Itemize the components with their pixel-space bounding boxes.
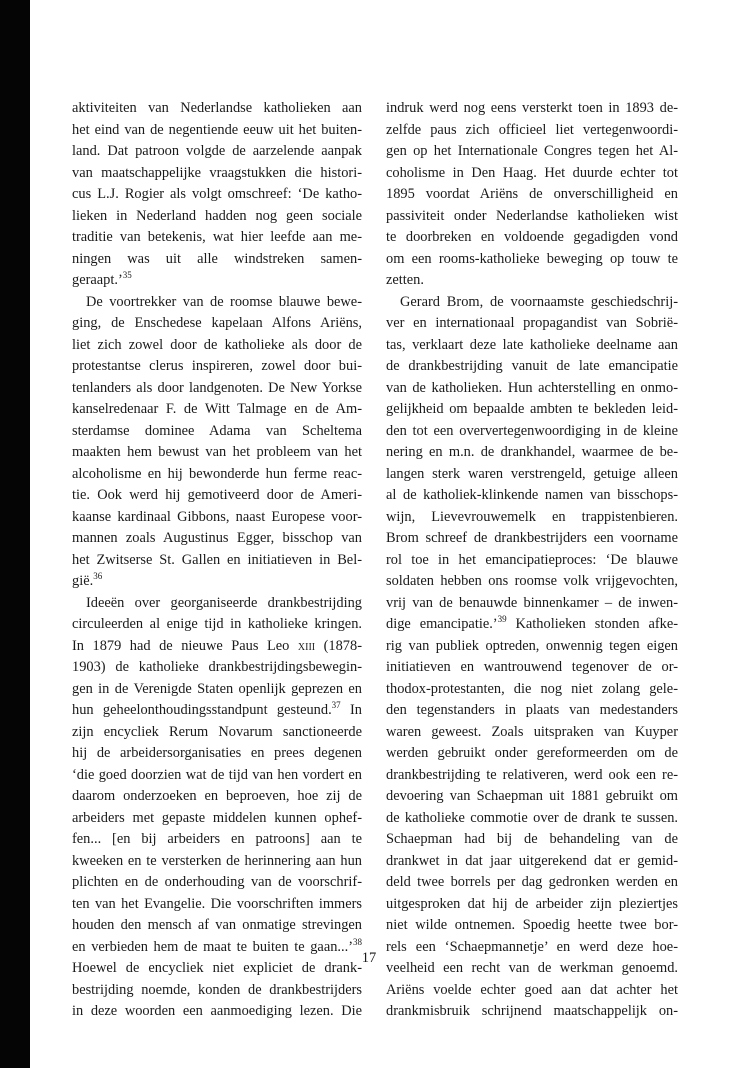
footnote-marker: 38: [353, 936, 362, 947]
text-line: [72, 851, 362, 873]
text-line: [72, 335, 362, 357]
line-text: al de katholiek-klinkende namen van bisschops-: [386, 487, 678, 503]
text-line: [72, 464, 362, 486]
text-line: [386, 313, 678, 335]
text-line: [72, 550, 362, 572]
text-line: [386, 378, 678, 400]
line-text: ver en internationaal propagandist van Sobrië-: [386, 315, 678, 331]
line-text: dige emancipatie.’: [386, 616, 498, 632]
line-text: rels een ‘Schaepmannetje’ en werd deze hoe-: [386, 938, 678, 955]
text-line: [386, 980, 678, 1002]
text-line: [72, 399, 362, 421]
text-line: [72, 378, 362, 400]
footnote-marker: 35: [122, 270, 132, 280]
text-line: [72, 765, 362, 787]
text-line: [386, 442, 678, 464]
line-text: kweeken en te versterken de herinnering aan hun: [72, 852, 362, 869]
footnote-marker: 37: [331, 700, 341, 710]
line-text: veelheid een recht van de werkman genoemd.: [386, 960, 678, 976]
line-text: ten van het Evangelie. Die voorschriften immers: [72, 895, 362, 912]
text-line: [386, 507, 678, 529]
line-text: sterdamse dominee Adama van Scheltema: [72, 422, 362, 439]
line-text: in deze woorden een aanmoediging lezen. Die: [72, 1003, 362, 1019]
line-text: langen sterk waren verstrengeld, getuige alleen: [386, 465, 678, 482]
text-line: [386, 98, 678, 120]
text-line: [72, 894, 362, 916]
line-text: coholisme in Den Haag. Het duurde echter tot: [386, 164, 678, 181]
line-text: land. Dat patroon volgde de aarzelende aanpak: [72, 143, 362, 159]
line-text: ‘die goed doorzien wat de tijd van hen vordert en: [72, 766, 362, 783]
line-text: mannen zoals Augustinus Egger, bisschop van: [72, 530, 362, 546]
text-line: [72, 98, 362, 120]
line-text: Hoewel de encycliek niet expliciet de drank-: [72, 960, 362, 976]
line-text: houden den mensch af van onmatige strevingen: [72, 917, 362, 933]
line-text: waren geweest. Zoals uitspraken van Kuyper: [386, 723, 678, 740]
text-line: [386, 120, 678, 142]
line-text-continued: Katholieken stonden afke-: [506, 616, 679, 632]
text-line: [386, 894, 678, 916]
line-text: zelfde paus zich officieel liet vertegenwoordi-: [386, 121, 678, 138]
text-line: [72, 872, 362, 894]
text-line: [72, 915, 362, 937]
line-text: nering en m.n. de drankhandel, waarmee de be-: [386, 444, 678, 460]
line-text: ningen was uit alle windstreken samen-: [72, 250, 362, 267]
line-text: tas, verklaart deze late katholieke deelname aan: [386, 336, 678, 353]
text-line: [386, 184, 678, 206]
line-text: tie. Ook werd hij gemotiveerd door de Ameri-: [72, 487, 362, 503]
line-text: werden gebruikt onder gereformeerden om de: [386, 745, 678, 761]
text-line: [386, 915, 678, 937]
line-text: de drankbestrijding vanuit de late emancipatie: [386, 358, 678, 374]
text-line: [386, 786, 678, 808]
line-text: het Zwitserse St. Gallen en initiatieven in Bel-: [72, 551, 362, 568]
line-text: wijn, Lievevrouwemelk en trappistenbieren.: [386, 508, 678, 525]
roman-numeral: xiii: [297, 637, 316, 654]
text-line: [72, 184, 362, 206]
line-text: protestantse clerus inspireren, zowel door bui-: [72, 358, 362, 374]
text-line: [72, 808, 362, 830]
text-line: [386, 679, 678, 701]
text-line: [72, 614, 362, 636]
line-text: gen in de Verenigde Staten openlijk geprezen en: [72, 680, 362, 697]
line-text: gen op het Internationale Congres tegen het Al-: [386, 143, 678, 159]
line-text: kaanse kardinaal Gibbons, naast Europese voor-: [72, 508, 362, 525]
text-line: [72, 507, 362, 529]
line-text: hun geheelonthoudingsstandpunt gesteund.: [72, 702, 332, 718]
line-text: soldaten hebben ons roomse volk vrijgevochten,: [386, 573, 678, 589]
text-line: [72, 743, 362, 765]
line-text: te doorbreken en voldoende gegadigden vond: [386, 229, 678, 245]
line-text: arbeiders met gepaste middelen kunnen ophef-: [72, 809, 362, 826]
text-line: [72, 700, 362, 722]
line-text: uitgesproken dat hij de arbeider zijn pleziertjes: [386, 895, 678, 912]
text-line: [386, 421, 678, 443]
text-line: [386, 356, 678, 378]
line-text: plichten en de onderhouding van de voorschrif-: [72, 874, 362, 890]
text-line: [72, 636, 362, 658]
text-line: [386, 227, 678, 249]
text-line: [386, 808, 678, 830]
line-text: daarom onderzoeken en beproeven, hoe zij de: [72, 788, 362, 804]
text-line: [386, 249, 678, 271]
line-text-continued: (1878-: [315, 637, 362, 654]
line-text: en verbieden hem de maat te buiten te gaan...’: [72, 938, 353, 955]
text-line: [72, 442, 362, 464]
line-text: Schaepman had bij de behandeling van de: [386, 831, 678, 847]
text-line: [386, 765, 678, 787]
line-text: vrij van de benauwde binnenkamer – de inwen-: [386, 594, 678, 611]
line-text: drankwet in dat jaar uitgerekend dat er gemid-: [386, 852, 678, 869]
line-text: tenlanders als door landgenoten. De New Yorkse: [72, 379, 362, 396]
text-line: [386, 399, 678, 421]
line-text: Brom schreef de drankbestrijders een voorname: [386, 530, 678, 546]
line-text: lieken in Nederland hadden nog geen sociale: [72, 207, 362, 224]
text-line: [386, 464, 678, 486]
text-line: [72, 292, 362, 314]
text-line: [72, 571, 362, 593]
text-line: [72, 485, 362, 507]
text-line: [386, 722, 678, 744]
text-line: [386, 292, 678, 314]
text-line: [72, 657, 362, 679]
text-line: [72, 120, 362, 142]
line-text: circuleerden al enige tijd in katholieke kringen.: [72, 616, 362, 632]
line-text: indruk werd nog eens versterkt toen in 1893 de-: [386, 100, 678, 116]
line-text: devoering van Schaepman uit 1881 gebruikt om: [386, 788, 678, 804]
line-text: niet wilde ontnemen. Spoedig heette twee bor-: [386, 917, 678, 933]
line-text: maakten hem bewust van het probleem van het: [72, 444, 362, 460]
text-line: [72, 528, 362, 550]
page-number: 17: [361, 950, 377, 966]
line-text: Gerard Brom, de voornaamste geschiedschrij-: [400, 293, 678, 310]
line-text: bestrijding noemde, konden de drankbestrijders: [72, 981, 362, 998]
line-text: hij de arbeidersorganisaties en prees degenen: [72, 745, 362, 761]
line-text: alcoholisme en hij bewonderde hun ferme reac-: [72, 465, 362, 482]
text-line: [386, 829, 678, 851]
line-text: rig van publiek optreden, onwennig tegen eigen: [386, 637, 678, 654]
text-line: [72, 980, 362, 1002]
line-text: van maatschappelijke vraagstukken die histori-: [72, 164, 362, 181]
line-text: rol toe in het emancipatieproces: ‘De blauwe: [386, 551, 678, 568]
line-text: In 1879 had de nieuwe Paus Leo: [72, 637, 298, 654]
text-line: [386, 270, 678, 292]
line-text: drankbestrijding te relativeren, werd ook een re-: [386, 766, 678, 783]
line-text: den tot een oververtegenwoordiging in de kleine: [386, 422, 678, 439]
line-text: traditie van betekenis, wat hier leefde aan me-: [72, 229, 362, 245]
text-line: [72, 141, 362, 163]
text-line: [386, 657, 678, 679]
text-line: [72, 356, 362, 378]
text-line: [386, 872, 678, 894]
scan-binding-edge: [0, 0, 30, 1068]
line-text: De voortrekker van de roomse blauwe bewe-: [86, 293, 362, 310]
text-line: [72, 679, 362, 701]
text-line: [72, 1001, 362, 1023]
text-line: [386, 528, 678, 550]
line-text: geraapt.’: [72, 272, 123, 288]
text-line: [386, 550, 678, 572]
text-line: [72, 421, 362, 443]
text-line: [72, 313, 362, 335]
line-text: 1895 voordat Ariëns de onverschilligheid en: [386, 186, 678, 202]
text-line: [386, 593, 678, 615]
line-text: fen... [en bij arbeiders en patroons] aan te: [72, 831, 362, 847]
line-text: gië.: [72, 573, 94, 589]
text-line: [72, 829, 362, 851]
line-text: initiatieven en wantrouwend tegenover de or-: [386, 659, 678, 675]
text-line: [386, 485, 678, 507]
text-line: [386, 743, 678, 765]
text-line: [386, 851, 678, 873]
text-line: [386, 700, 678, 722]
text-line: [386, 1001, 678, 1023]
line-text: cus L.J. Rogier als volgt omschreef: ‘De katho-: [72, 186, 362, 202]
line-text: de katholieke commotie over de drank te sussen.: [386, 809, 678, 826]
line-text: Ideeën over georganiseerde drankbestrijding: [86, 594, 362, 611]
line-text: van de katholieken. Hun achterstelling en onmo-: [386, 379, 678, 396]
text-line: [386, 636, 678, 658]
line-text: aktiviteiten van Nederlandse katholieken aan: [72, 100, 362, 116]
text-line: [72, 163, 362, 185]
line-text: drankmisbruik schrijnend maatschappelijk on-: [386, 1003, 678, 1019]
text-line: [386, 163, 678, 185]
line-text: deld twee borrels per dag gedronken werden en: [386, 874, 678, 890]
line-text: zetten.: [386, 272, 424, 288]
text-line: [386, 614, 678, 636]
line-text: 1903) de katholieke drankbestrijdingsbewegin-: [72, 659, 362, 675]
text-line: [386, 571, 678, 593]
text-line: [72, 206, 362, 228]
left-text-column: [72, 98, 362, 1023]
text-line: [386, 206, 678, 228]
line-text: liet zich zowel door de katholieke als door de: [72, 336, 362, 353]
line-text: ging, de Enschedese kapelaan Alfons Ariëns,: [72, 315, 362, 331]
line-text: het eind van de negentiende eeuw uit het buiten-: [72, 121, 362, 138]
text-line: [72, 270, 362, 292]
line-text: thodox-protestanten, die nog niet zolang gele-: [386, 680, 678, 697]
line-text-continued: In: [340, 702, 362, 718]
text-line: [72, 722, 362, 744]
footnote-marker: 39: [497, 614, 507, 624]
line-text: passiviteit onder Nederlandse katholieken wist: [386, 207, 678, 224]
text-line: [386, 141, 678, 163]
text-line: [72, 786, 362, 808]
line-text: Ariëns voelde echter goed aan dat achter het: [386, 981, 678, 998]
line-text: kanselredenaar F. de Witt Talmage en de Am-: [72, 401, 362, 417]
line-text: zijn encycliek Rerum Novarum sanctioneerde: [72, 723, 362, 740]
text-line: [72, 249, 362, 271]
footnote-marker: 36: [93, 571, 103, 581]
text-line: [386, 335, 678, 357]
line-text: om een rooms-katholieke beweging op touw te: [386, 250, 678, 267]
right-text-column: [386, 98, 678, 1023]
line-text: den tegenstanders in plaats van medestanders: [386, 702, 678, 718]
text-line: [72, 593, 362, 615]
line-text: gelijkheid om bepaalde ambten te bekleden leid-: [386, 401, 678, 417]
text-line: [72, 227, 362, 249]
